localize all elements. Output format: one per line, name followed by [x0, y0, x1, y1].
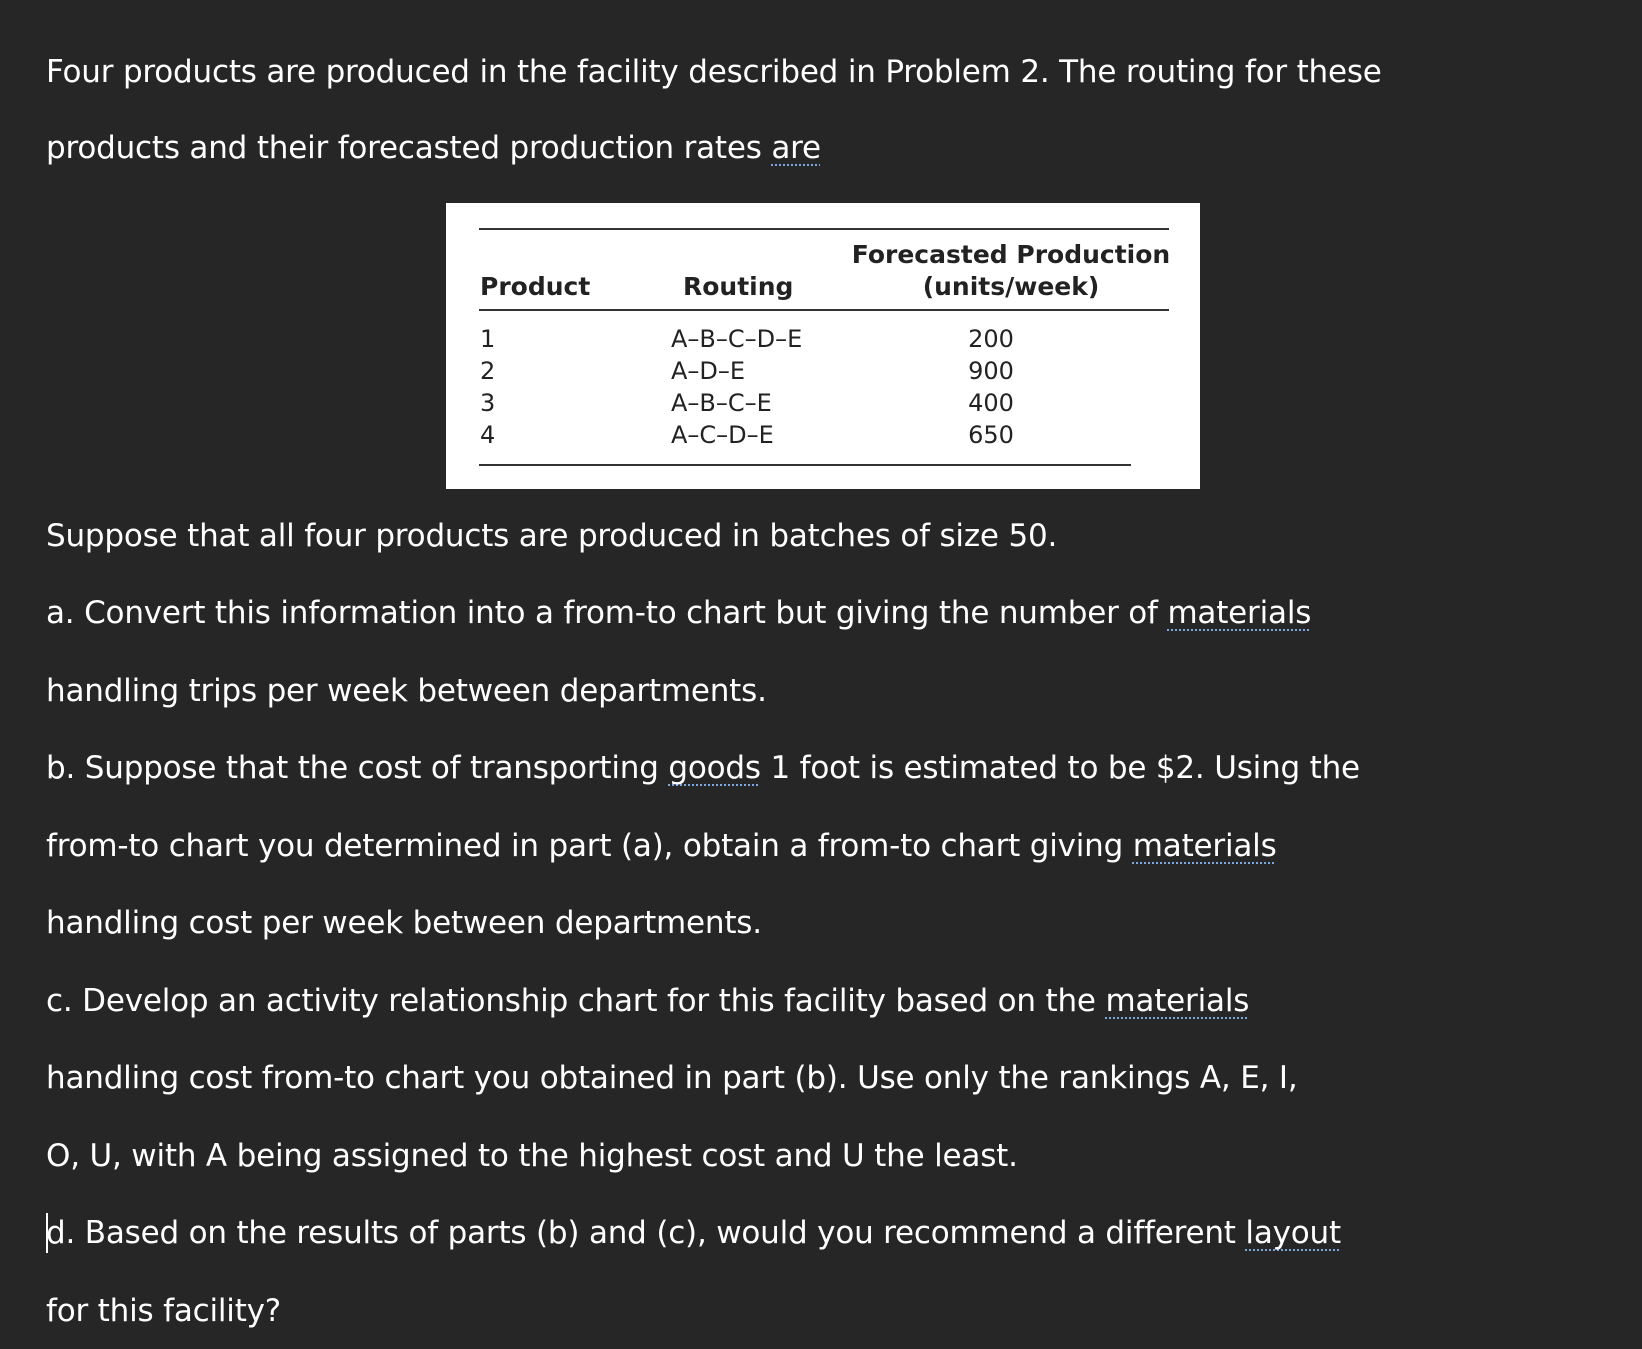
- spellcheck-flag-materials[interactable]: materials: [1167, 595, 1312, 631]
- header-production-line-2: (units/week): [922, 272, 1100, 301]
- table-bottom-rule: [479, 464, 1131, 466]
- header-product: Product: [480, 272, 591, 301]
- spellcheck-flag-layout[interactable]: layout: [1245, 1215, 1341, 1251]
- spellcheck-flag-goods[interactable]: goods: [668, 750, 761, 786]
- cell-routing: A–C–D–E: [671, 421, 774, 449]
- part-d-line-2: for this facility?: [46, 1293, 282, 1329]
- part-c-line-1: c. Develop an activity relationship chart for this facility based on the materials: [46, 983, 1250, 1019]
- cell-product: 4: [480, 421, 496, 449]
- cell-routing: A–B–C–D–E: [671, 325, 803, 353]
- intro-line-2: products and their forecasted production rates are: [46, 130, 821, 166]
- header-routing: Routing: [683, 272, 794, 301]
- table-top-rule: [479, 228, 1169, 230]
- cell-routing: A–D–E: [671, 357, 746, 385]
- batch-size-line: Suppose that all four products are produced in batches of size 50.: [46, 518, 1058, 554]
- cell-product: 3: [480, 389, 496, 417]
- cell-routing: A–B–C–E: [671, 389, 772, 417]
- part-b-line-1: b. Suppose that the cost of transporting goods 1 foot is estimated to be $2. Using the: [46, 750, 1360, 786]
- part-c-line-3: O, U, with A being assigned to the highest cost and U the least.: [46, 1138, 1018, 1174]
- spellcheck-flag-materials[interactable]: materials: [1132, 828, 1277, 864]
- part-b-line-2: from-to chart you determined in part (a), obtain a from-to chart giving materials: [46, 828, 1277, 864]
- cell-product: 2: [480, 357, 496, 385]
- part-a-line-1: a. Convert this information into a from-to chart but giving the number of materials: [46, 595, 1312, 631]
- part-c-line-2: handling cost from-to chart you obtained in part (b). Use only the rankings A, E, I,: [46, 1060, 1298, 1096]
- cell-production: 400: [968, 389, 1014, 417]
- part-d-line-1: d. Based on the results of parts (b) and (c), would you recommend a different layout: [46, 1215, 1341, 1251]
- routing-table-image: [446, 203, 1200, 489]
- intro-line-1: Four products are produced in the facility described in Problem 2. The routing for these: [46, 54, 1382, 90]
- cell-production: 650: [968, 421, 1014, 449]
- part-a-line-2: handling trips per week between departments.: [46, 673, 767, 709]
- cell-production: 200: [968, 325, 1014, 353]
- header-production-line-1: Forecasted Production: [851, 240, 1171, 269]
- header-rule: [479, 309, 1169, 311]
- cell-production: 900: [968, 357, 1014, 385]
- spellcheck-flag-are[interactable]: are: [771, 130, 821, 166]
- part-b-line-3: handling cost per week between departments.: [46, 905, 762, 941]
- cell-product: 1: [480, 325, 496, 353]
- spellcheck-flag-materials[interactable]: materials: [1105, 983, 1250, 1019]
